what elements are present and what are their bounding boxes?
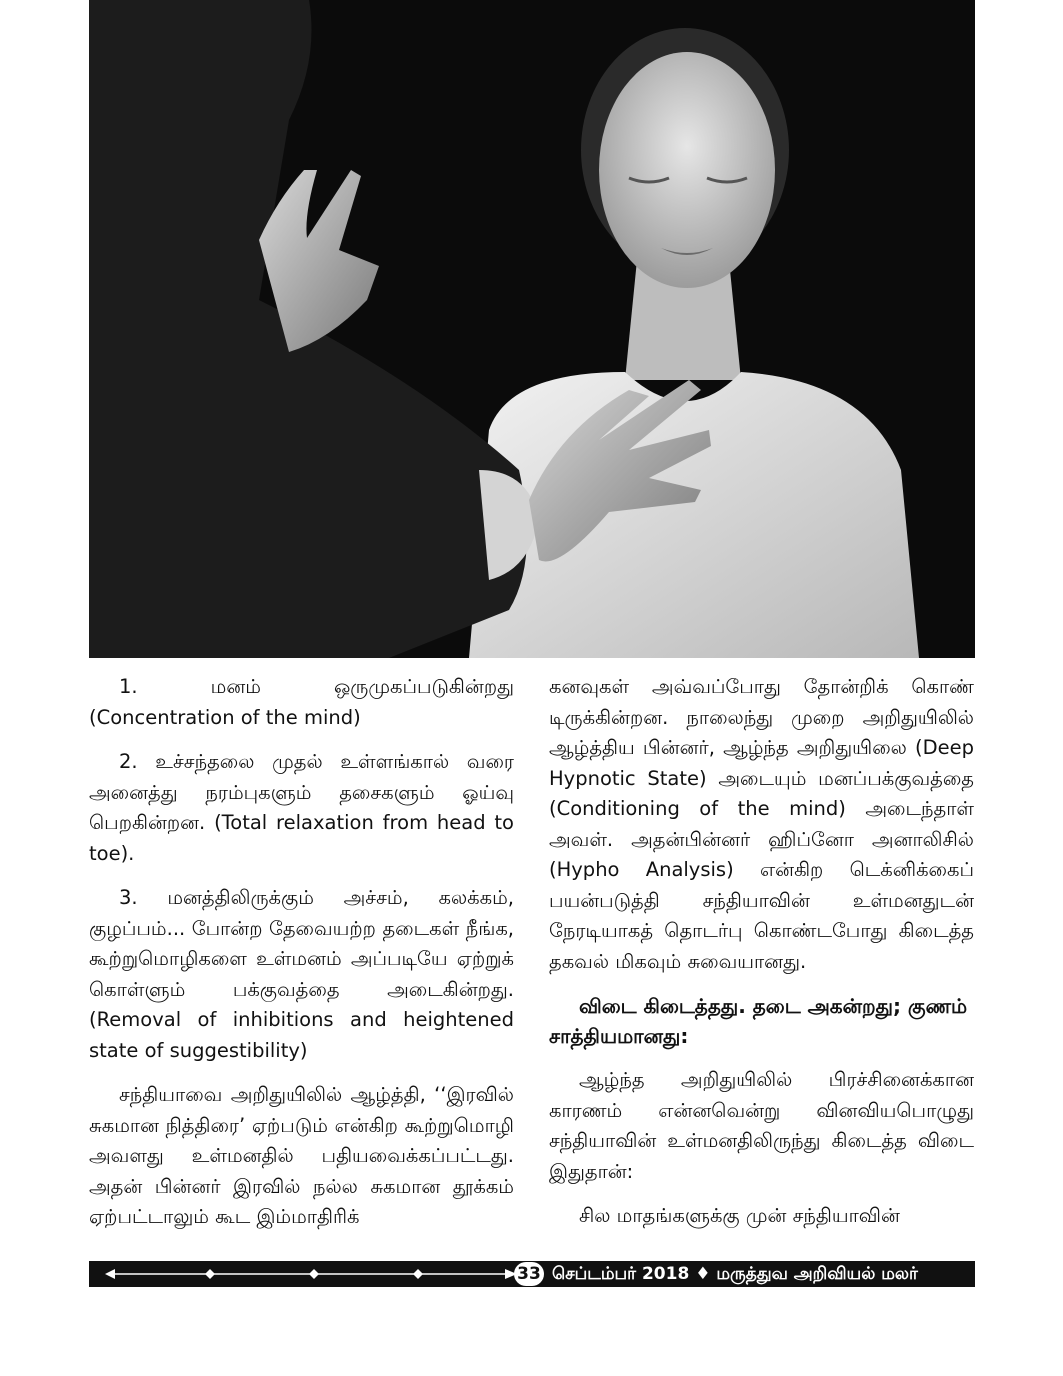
paragraph: 1. மனம் ஒருமுகப்படுகின்றது (Concentration of the mind): [89, 675, 514, 729]
subheading: விடை கிடைத்தது. தடை அகன்றது; குணம் சாத்தியமானது:: [549, 994, 968, 1048]
paragraph: 2. உச்சந்தலை முதல் உள்ளங்கால் வரை அனைத்து நரம்புகளும் தசைகளும் ஓய்வு பெறகின்றன. (Total relaxation from head to toe).: [89, 750, 514, 865]
paragraph: கனவுகள் அவ்வப்போது தோன்றிக் கொண் டிருக்கின்றன. நாலைந்து முறை அறிதுயிலில் ஆழ்த்திய பின்னர், ஆழ்ந்த அறிதுயிலை (Deep Hypnotic State) அடையும் மனப்பக்குவத்தை (Conditioning of the mind) அடைந்தாள் அவள். அதன்பின்னர் ஹிப்னோ அனாலிசில் (Hypho Analysis) என்கிற டெக்னிக்கைப் பயன்படுத்தி சந்தியாவின் உள்மனதுடன் நேரடியாகத் தொடர்பு கொண்டபோது கிடைத்த தகவல் மிகவும் சுவையானது.: [549, 675, 974, 973]
paragraph: ஆழ்ந்த அறிதுயிலில் பிரச்சினைக்கான காரணம் என்னவென்று வினவியபொழுது சந்தியாவின் உள்மனதிலிருந்து கிடைத்த விடை இதுதான்:: [549, 1068, 974, 1183]
footer-bar: [89, 1261, 975, 1287]
paragraph: 3. மனத்திலிருக்கும் அச்சம், கலக்கம், குழப்பம்... போன்ற தேவையற்ற தடைகள் நீங்க, கூற்றுமொழிகளை உள்மனம் அப்படியே ஏற்றுக் கொள்ளும் பக்குவத்தை அடைகின்றது. (Removal of inhibitions and heightened state of suggestibility): [89, 886, 514, 1062]
paragraph: சந்தியாவை அறிதுயிலில் ஆழ்த்தி, ‘‘இரவில் சுகமான நித்திரை’ ஏற்படும் என்கிற கூற்றுமொழி அவளது உள்மனதில் பதியவைக்கப்பட்டது. அதன் பின்னர் இரவில் நல்ல சுகமான தூக்கம் ஏற்பட்டாலும் கூட இம்மாதிரிக்: [89, 1083, 514, 1228]
issue-title: செப்டம்பர் 2018 ♦ மருத்துவ அறிவியல் மலர்: [552, 1264, 918, 1284]
left-column: [89, 672, 514, 1233]
article-photo: [89, 0, 975, 658]
paragraph: சில மாதங்களுக்கு முன் சந்தியாவின்: [579, 1204, 900, 1227]
page-number: 33: [514, 1262, 544, 1286]
right-column: [549, 672, 974, 1232]
